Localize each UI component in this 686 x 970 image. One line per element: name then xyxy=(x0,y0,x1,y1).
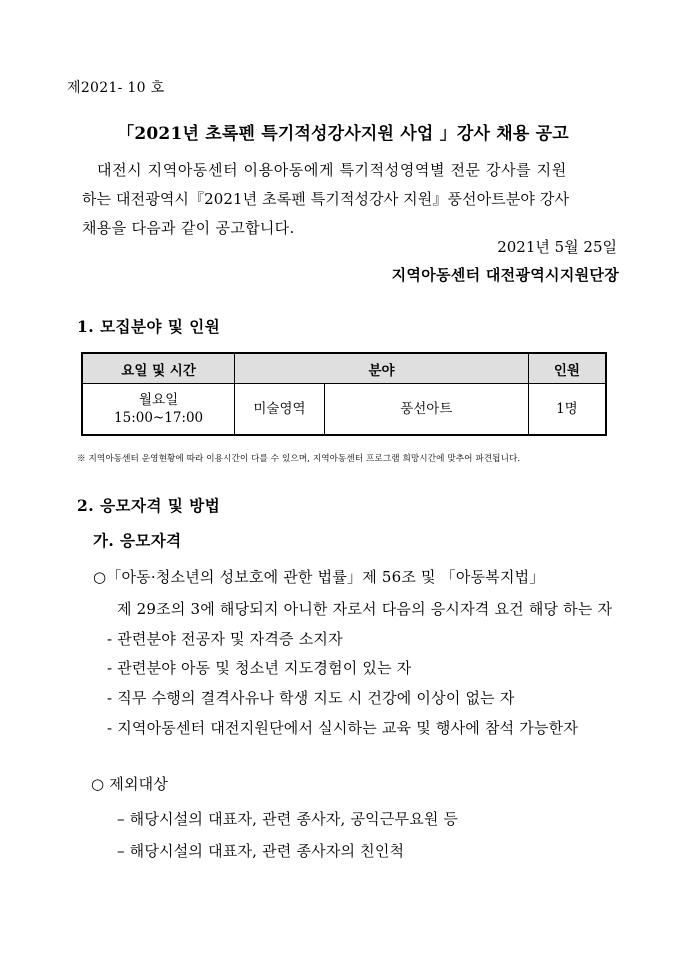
qualification-line-2: 제 29조의 3에 해당되지 아니한 자로서 다음의 응시자격 요건 해당 하는 자 xyxy=(117,600,613,618)
requirement-item: - 관련분야 전공자 및 자격증 소지자 xyxy=(107,630,343,648)
header-count: 인원 xyxy=(528,353,606,384)
intro-line-2: 하는 대전광역시『2021년 초록펜 특기적성강사 지원』풍선아트분야 강사 xyxy=(82,190,570,208)
header-day-time: 요일 및 시간 xyxy=(82,353,235,384)
cell-time: 15:00~17:00 xyxy=(114,410,204,426)
requirement-item: - 관련분야 아동 및 청소년 지도경험이 있는 자 xyxy=(107,659,412,677)
table-header-row xyxy=(82,353,606,384)
recruitment-table xyxy=(81,352,607,436)
table-row xyxy=(82,384,606,436)
subsection-a-heading: 가. 응모자격 xyxy=(93,531,182,550)
cell-field: 풍선아트 xyxy=(324,384,528,436)
cell-area: 미술영역 xyxy=(235,384,325,436)
table-footnote: ※ 지역아동센터 운영현황에 따라 이용시간이 다를 수 있으며, 지역아동센터 프로그램 희망시간에 맞추어 파견됩니다. xyxy=(77,454,521,464)
document-title: 「2021년 초록펜 특기적성강사지원 사업 」강사 채용 공고 xyxy=(117,124,569,144)
document-number: 제2021- 10 호 xyxy=(67,80,165,96)
announcement-date: 2021년 5월 25일 xyxy=(497,238,617,256)
section-1-heading: 1. 모집분야 및 인원 xyxy=(77,317,221,336)
requirement-item: - 지역아동센터 대전지원단에서 실시하는 교육 및 행사에 참석 가능한자 xyxy=(107,719,579,737)
exclusion-heading: ○ 제외대상 xyxy=(91,775,169,793)
requirement-item: - 직무 수행의 결격사유나 학생 지도 시 건강에 이상이 없는 자 xyxy=(107,689,515,707)
header-field: 분야 xyxy=(235,353,529,384)
intro-line-3: 채용을 다음과 같이 공고합니다. xyxy=(82,219,295,237)
section-2-heading: 2. 응모자격 및 방법 xyxy=(77,496,221,515)
issuer-name: 지역아동센터 대전광역시지원단장 xyxy=(391,266,619,284)
intro-paragraph xyxy=(82,156,622,243)
cell-day-time xyxy=(82,384,235,436)
cell-day: 월요일 xyxy=(139,392,179,408)
cell-count: 1명 xyxy=(528,384,606,436)
qualification-line-1: ○「아동·청소년의 성보호에 관한 법률」제 56조 및 「아동복지법」 xyxy=(93,568,545,586)
intro-line-1: 대전시 지역아동센터 이용아동에게 특기적성영역별 전문 강사를 지원 xyxy=(97,161,567,179)
exclusion-item: – 해당시설의 대표자, 관련 종사자의 친인척 xyxy=(117,842,405,860)
exclusion-item: – 해당시설의 대표자, 관련 종사자, 공익근무요원 등 xyxy=(117,810,459,828)
